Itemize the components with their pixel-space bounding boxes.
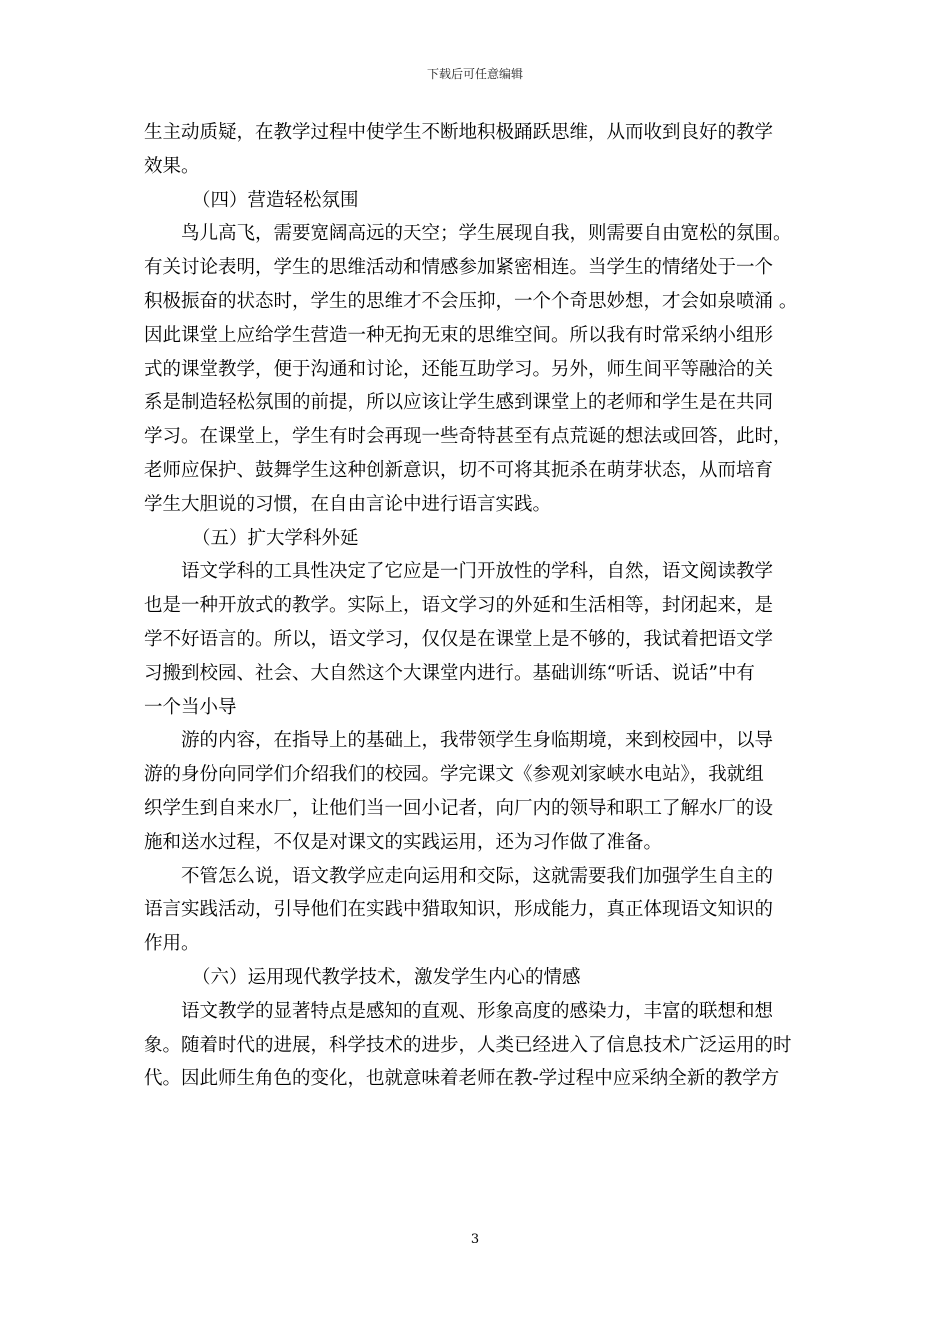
body-line: 象。随着时代的进展，科学技术的进步，人类已经进入了信息技术广泛运用的时 xyxy=(144,1034,792,1056)
document-body xyxy=(144,116,806,1096)
body-line: 织学生到自来水厂，让他们当一回小记者，向厂内的领导和职工了解水厂的设 xyxy=(144,797,774,819)
body-line: 系是制造轻松氛围的前提，所以应该让学生感到课堂上的老师和学生是在共同 xyxy=(144,392,774,414)
body-line: 游的身份向同学们介绍我们的校园。学完课文《参观刘家峡水电站》，我就组 xyxy=(144,764,764,786)
body-line: 语言实践活动，引导他们在实践中猎取知识，形成能力，真正体现语文知识的 xyxy=(144,899,774,921)
body-line: 老师应保护、鼓舞学生这种创新意识，切不可将其扼杀在萌芽状态，从而培育 xyxy=(144,459,774,481)
body-line: 生主动质疑，在教学过程中使学生不断地积极踊跃思维，从而收到良好的教学 xyxy=(144,122,774,143)
body-line: 习搬到校园、社会、大自然这个大课堂内进行。基础训练“听话、说话”中有 xyxy=(144,662,755,684)
section-heading: （四）营造轻松氛围 xyxy=(192,189,359,211)
body-line: 有关讨论表明，学生的思维活动和情感参加紧密相连。当学生的情绪处于一个 xyxy=(144,257,774,279)
paragraph-first-line: 鸟儿高飞，需要宽阔高远的天空；学生展现自我，则需要自由宽松的氛围。 xyxy=(181,223,792,245)
body-line: 学习。在课堂上，学生有时会再现一些奇特甚至有点荒诞的想法或回答，此时， xyxy=(144,426,792,448)
body-line: 式的课堂教学，便于沟通和讨论，还能互助学习。另外，师生间平等融洽的关 xyxy=(144,358,774,380)
body-line: 学不好语言的。所以，语文学习，仅仅是在课堂上是不够的，我试着把语文学 xyxy=(144,628,774,650)
body-line: 一个当小导 xyxy=(144,696,237,718)
body-line: 因此课堂上应给学生营造一种无拘无束的思维空间。所以我有时常采纳小组形 xyxy=(144,324,774,346)
paragraph-first-line: 语文学科的工具性决定了它应是一门开放性的学科，自然，语文阅读教学 xyxy=(181,561,774,583)
body-line: 积极振奋的状态时，学生的思维才不会压抑，一个个奇思妙想，才会如泉喷涌 。 xyxy=(144,290,798,312)
body-line: 施和送水过程，不仅是对课文的实践运用，还为习作做了准备。 xyxy=(144,831,663,853)
body-line: 作用。 xyxy=(144,933,200,955)
paragraph-first-line: 不管怎么说，语文教学应走向运用和交际，这就需要我们加强学生自主的 xyxy=(181,865,774,887)
paragraph-first-line: 游的内容，在指导上的基础上，我带领学生身临期境，来到校园中，以导 xyxy=(181,730,774,752)
page-number: 3 xyxy=(470,1232,480,1247)
body-line: 效果。 xyxy=(144,155,200,177)
page-header: 下载后可任意编辑 xyxy=(426,67,523,81)
body-line: 代。因此师生角色的变化，也就意味着老师在教-学过程中应采纳全新的教学方 xyxy=(144,1068,780,1090)
section-heading: （五）扩大学科外延 xyxy=(192,527,359,549)
section-heading: （六）运用现代教学技术，激发学生内心的情感 xyxy=(192,966,581,988)
body-line: 也是一种开放式的教学。实际上，语文学习的外延和生活相等，封闭起来，是 xyxy=(144,595,774,617)
paragraph-first-line: 语文教学的显著特点是感知的直观、形象高度的感染力，丰富的联想和想 xyxy=(181,1000,774,1022)
body-line: 学生大胆说的习惯，在自由言论中进行语言实践。 xyxy=(144,493,552,515)
